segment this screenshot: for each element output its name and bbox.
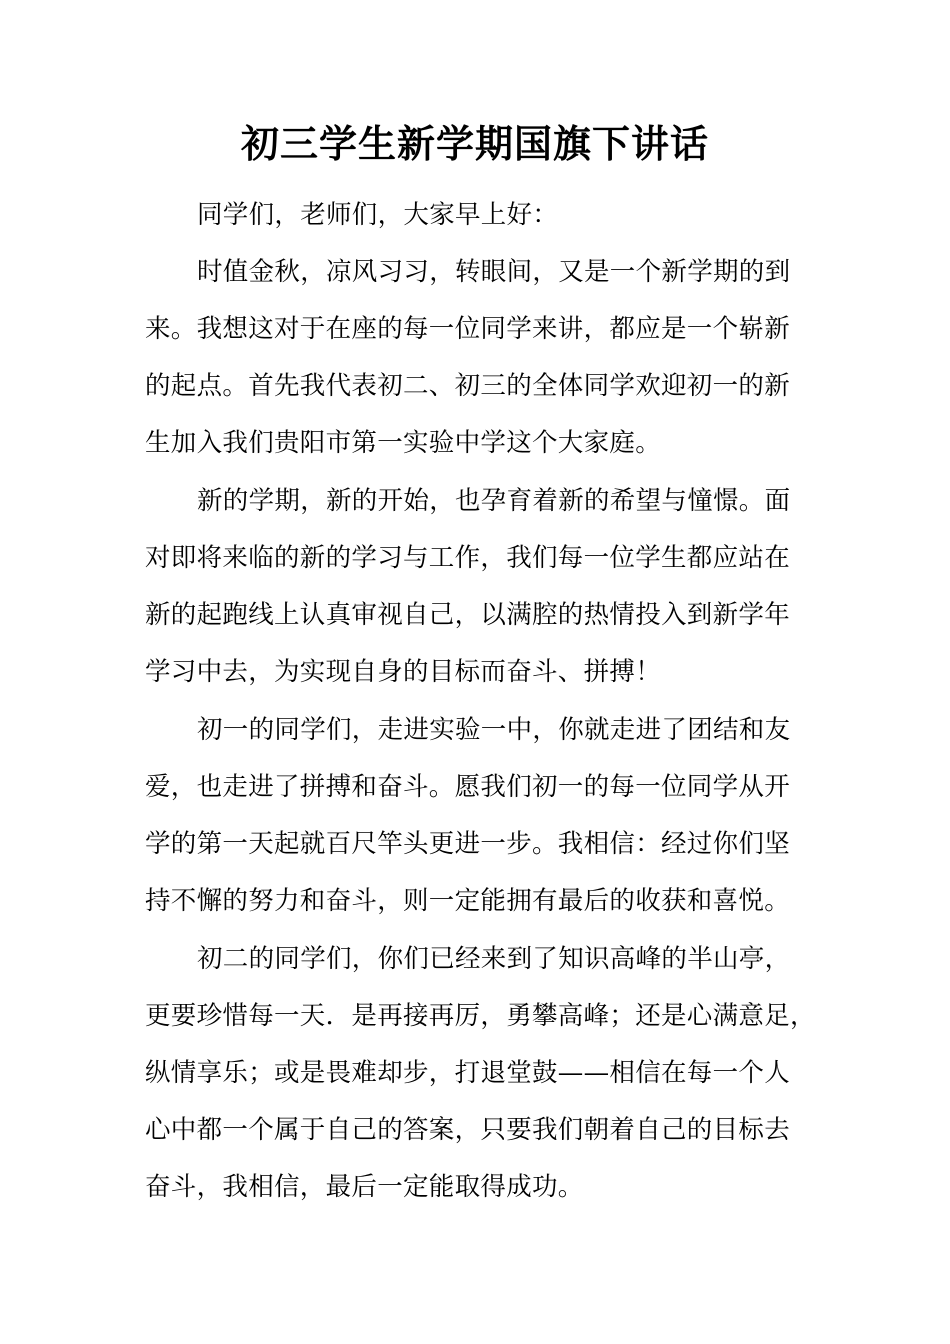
text-line: 生加入我们贵阳市第一实验中学这个大家庭。 xyxy=(145,428,662,458)
text-line: 奋斗，我相信，最后一定能取得成功。 xyxy=(145,1172,584,1202)
text-line: 对即将来临的新的学习与工作，我们每一位学生都应站在 xyxy=(145,543,791,573)
text-line: 持不懈的努力和奋斗，则一定能拥有最后的收获和喜悦。 xyxy=(145,886,791,916)
document-title: 初三学生新学期国旗下讲话 xyxy=(240,121,709,166)
text-line: 的起点。首先我代表初二、初三的全体同学欢迎初一的新 xyxy=(145,371,791,401)
text-line: 来。我想这对于在座的每一位同学来讲，都应是一个崭新 xyxy=(145,314,791,344)
text-line: 学的第一天起就百尺竿头更进一步。我相信：经过你们坚 xyxy=(145,829,791,859)
text-line: 新的学期，新的开始，也孕育着新的希望与憧憬。面 xyxy=(197,486,791,516)
text-line: 纵情享乐；或是畏难却步，打退堂鼓——相信在每一个人 xyxy=(145,1058,791,1088)
text-line: 心中都一个属于自己的答案，只要我们朝着自己的目标去 xyxy=(145,1115,791,1145)
text-line: 爱，也走进了拼搏和奋斗。愿我们初一的每一位同学从开 xyxy=(145,772,791,802)
text-line: 更要珍惜每一天．是再接再厉，勇攀高峰；还是心满意足， xyxy=(145,1001,816,1031)
text-line: 初二的同学们，你们已经来到了知识高峰的半山亭， xyxy=(197,944,791,974)
text-line: 学习中去，为实现自身的目标而奋斗、拼搏！ xyxy=(145,657,662,687)
text-line: 初一的同学们，走进实验一中，你就走进了团结和友 xyxy=(197,715,791,745)
text-line: 新的起跑线上认真审视自己，以满腔的热情投入到新学年 xyxy=(145,600,791,630)
text-line: 时值金秋，凉风习习，转眼间，又是一个新学期的到 xyxy=(197,257,791,287)
salutation-line: 同学们，老师们，大家早上好： xyxy=(197,200,559,230)
